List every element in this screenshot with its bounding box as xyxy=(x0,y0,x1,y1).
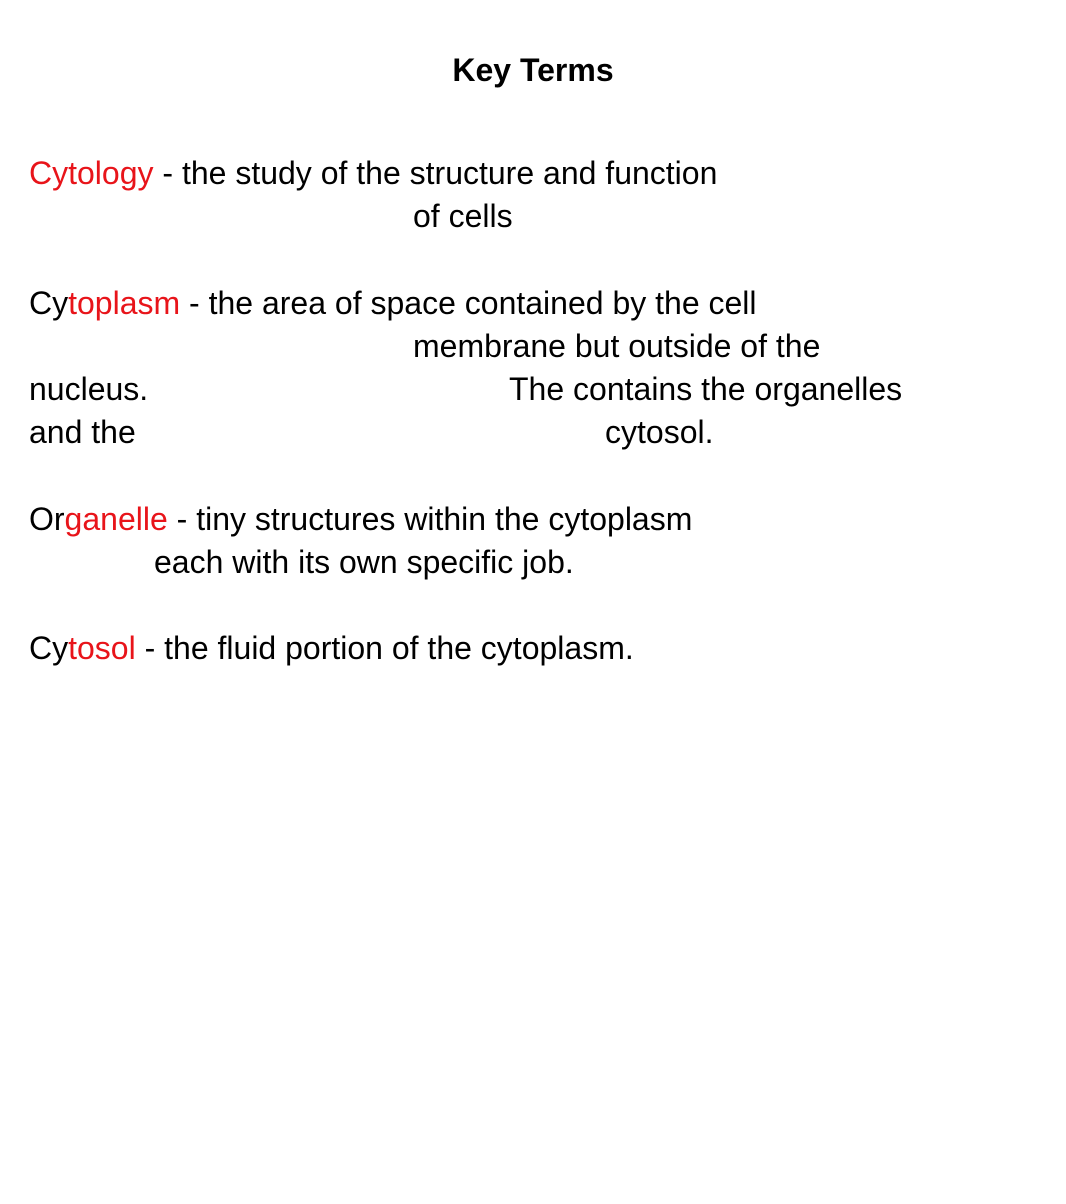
term-cytoplasm-line-1 xyxy=(29,283,757,323)
term-cytosol-definition: - the fluid portion of the cytoplasm. xyxy=(135,630,634,666)
term-cytology-definition: - the study of the structure and function xyxy=(153,155,718,191)
term-cytosol-prefix: Cy xyxy=(29,630,69,666)
term-cytosol-line-1 xyxy=(29,628,634,668)
slide-title: Key Terms xyxy=(452,52,614,88)
term-cytology-line-2: of cells xyxy=(413,198,513,234)
term-cytoplasm-line-3a: nucleus. xyxy=(29,371,149,407)
term-cytology-line-1 xyxy=(29,153,717,193)
term-organelle-line-2: each with its own specific job. xyxy=(154,544,574,580)
term-cytoplasm-prefix: Cy xyxy=(29,285,69,321)
term-organelle-definition: - tiny structures within the cytoplasm xyxy=(167,501,693,537)
term-cytosol-highlight: tosol xyxy=(68,630,136,666)
term-cytology-highlight: Cytology xyxy=(29,155,154,191)
term-organelle-line-1 xyxy=(29,499,692,539)
term-cytoplasm-line-4b: cytosol. xyxy=(605,414,714,450)
term-cytoplasm-definition: - the area of space contained by the cell xyxy=(180,285,757,321)
term-organelle-prefix: Or xyxy=(29,501,65,537)
term-cytoplasm-highlight: toplasm xyxy=(68,285,181,321)
term-organelle-highlight: ganelle xyxy=(64,501,168,537)
term-cytoplasm-line-2: membrane but outside of the xyxy=(413,328,821,364)
term-cytoplasm-line-4a: and the xyxy=(29,414,136,450)
term-cytoplasm-line-3b: The contains the organelles xyxy=(509,371,903,407)
